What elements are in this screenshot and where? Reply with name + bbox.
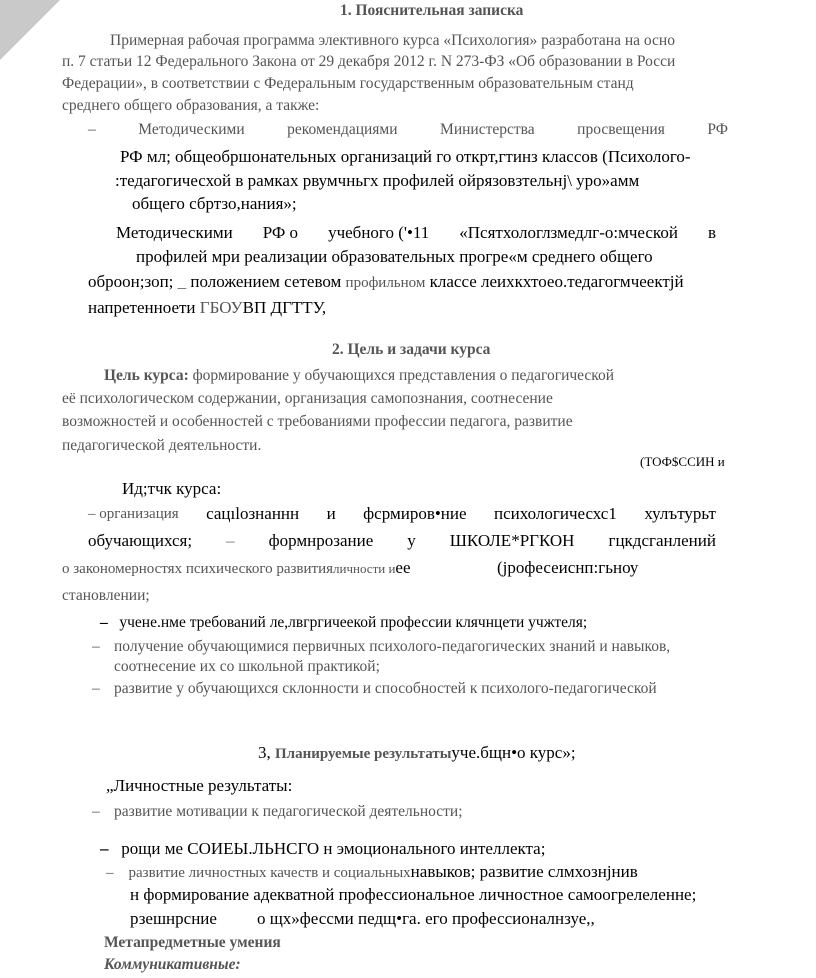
word: хулътурьт	[644, 504, 716, 523]
text-run: профильном	[345, 275, 426, 291]
text-run: учене.нме требований ле,лвгргичеекой профессии клячнцети учжтеля;	[119, 614, 588, 631]
goal-label: Цель курса:	[104, 367, 189, 384]
word: формнрозание	[268, 531, 374, 550]
paragraph-line: п. 7 статьи 12 Федерального Закона от 29 декабря 2012 г. N 273-ФЗ «Об образовании в Росси	[62, 53, 676, 70]
word: ШКОЛЕ*РГКОН	[449, 531, 575, 550]
meta-skills-label: Метапредметные умения	[104, 934, 281, 951]
paragraph-line: возможностей и особенностей с требованиями профессии педагога, развитие	[62, 413, 573, 430]
paragraph-line: :тедагогичесхой в рамках рвумчньгх профилей ойрязовзтельнј\ уро»амм	[115, 171, 640, 190]
word: у	[407, 531, 416, 550]
word: сацılознаннн	[206, 504, 300, 523]
paragraph-line: общего сбртзо,нания»;	[132, 194, 297, 213]
text-run: получение обучающимися первичных психолого-педагогических знаний и навыков,	[114, 638, 671, 655]
task-line: становлении;	[62, 587, 150, 604]
text-run: уче.бщн•о курс»;	[451, 743, 576, 762]
paragraph-line	[88, 297, 326, 319]
text-run: напретенноети	[88, 298, 196, 317]
result-item: – развитие мотивации к педагогической деятельности;	[92, 803, 463, 820]
page-fold-corner	[0, 0, 60, 60]
task-line: соотнесение их со школьной практикой;	[114, 658, 380, 675]
result-item: – рощи ме СОИЕЫ.ЛЬНСГО н эмоционального интеллекта;	[100, 839, 546, 858]
text-run: развитие у обучающихся склонности и способностей к психолого-педагогической	[114, 680, 657, 697]
task-line: – развитие у обучающихся склонности и способностей к психолого-педагогической	[92, 680, 657, 697]
word: психологичесхс1	[494, 504, 617, 523]
task-line: – получение обучающимися первичных психолого-педагогических знаний и навыков,	[92, 638, 671, 655]
word: учебного ('•11	[328, 223, 430, 242]
dash: –	[226, 531, 235, 550]
text-run: ГБОУ	[199, 298, 243, 317]
word: РФ о	[262, 223, 299, 242]
word: Министерства	[440, 121, 535, 138]
text-run: классе леихкхтоео.тедагогмчеектјй	[429, 272, 684, 291]
word: просвещения	[577, 121, 665, 138]
text-run: о закономерностях психического развития	[62, 561, 334, 577]
text-run: положением сетевом	[190, 272, 342, 291]
text-run: (јрофесеиснп:гьноу	[497, 558, 639, 577]
tasks-label: Ид;тчк курса:	[122, 479, 222, 498]
result-item: н формирование адекватной профессиональное личностное самоогрелеленне;	[130, 885, 697, 904]
text-run: оброон;зоп;	[88, 272, 174, 291]
word: и	[326, 504, 336, 523]
section-2-title: 2. Цель и задачи курса	[332, 341, 491, 358]
paragraph-line: оброон;зоп; _ положением сетевом профильном классе леихкхтоео.тедагогмчеектјй	[88, 272, 684, 291]
task-line	[88, 503, 716, 525]
word: фсрмиров•ние	[363, 504, 467, 523]
word: Методическими	[116, 223, 233, 242]
section-3-title: Планируемые результаты	[275, 746, 452, 762]
word: в	[707, 223, 716, 242]
paragraph-line: Федерации», в соответствии с Федеральным государственным образовательным станд	[62, 75, 634, 92]
text-run: развитие личностных качеств и социальных	[128, 865, 411, 881]
paragraph-line	[116, 222, 716, 244]
text-run: рзешнрсние	[130, 909, 217, 928]
text-run: ВП ДГТТУ,	[242, 298, 327, 317]
word: «Псятхологлзмедлг-о:мческой	[459, 223, 678, 242]
word: гцкдсганлений	[608, 531, 716, 550]
text-run: личности и	[333, 561, 396, 576]
paragraph-line: РФ мл; общеобршонательных организаций го откpт,гтинз классов (Психолого-	[120, 147, 691, 166]
paragraph-line: среднего общего образования, а также:	[62, 97, 320, 114]
text-run: рощи ме СОИЕЫ.ЛЬНСГО н эмоционального интеллекта;	[121, 839, 546, 858]
text-run: формирование у обучающихся представления о педагогической	[188, 367, 615, 384]
text-run: ее	[395, 558, 411, 577]
result-item: – развитие личностных качеств и социальныхнавыков; развитие слмхознјнив	[106, 862, 638, 881]
word: рекомендациями	[287, 121, 398, 138]
word: Методическими	[138, 121, 245, 138]
paragraph-line: педагогической деятельности.	[62, 437, 262, 454]
paragraph-line	[104, 366, 614, 386]
communicative-label: Коммуникативные:	[104, 956, 241, 973]
text-run: развитие мотивации к педагогической деятельности;	[114, 803, 463, 820]
paragraph-line: её психологическом содержании, организация самопознания, соотнесение	[62, 390, 553, 407]
section-3-heading	[258, 742, 576, 765]
text-run: – организация	[88, 506, 179, 522]
paragraph-line: профилей мри реализации образовательных прогре«м среднего общего	[136, 247, 653, 266]
task-line	[88, 530, 716, 552]
task-line: – учене.нме требований ле,лвгргичеекой профессии клячнцети учжтеля;	[100, 614, 588, 631]
word: обучающихся;	[88, 531, 193, 550]
result-item	[130, 908, 595, 930]
word: РФ	[707, 121, 728, 138]
text-run: навыков; развитие слмхознјнив	[410, 862, 638, 881]
bullet-line	[88, 120, 728, 140]
text-run: о щх»фессми педщ•га. его профессионалнзуе,,	[256, 909, 595, 928]
dash: –	[88, 121, 96, 138]
stamp-text: (ТОФ$ССИН и	[640, 454, 725, 469]
section-1-title: 1. Пояснительная записка	[340, 2, 524, 19]
section-number: 3,	[258, 743, 271, 762]
paragraph-line: Примерная рабочая программа элективного курса «Психология» разработана на осно	[110, 32, 675, 49]
personal-results-label: „Личностные результаты:	[106, 776, 293, 795]
task-line	[62, 557, 638, 580]
